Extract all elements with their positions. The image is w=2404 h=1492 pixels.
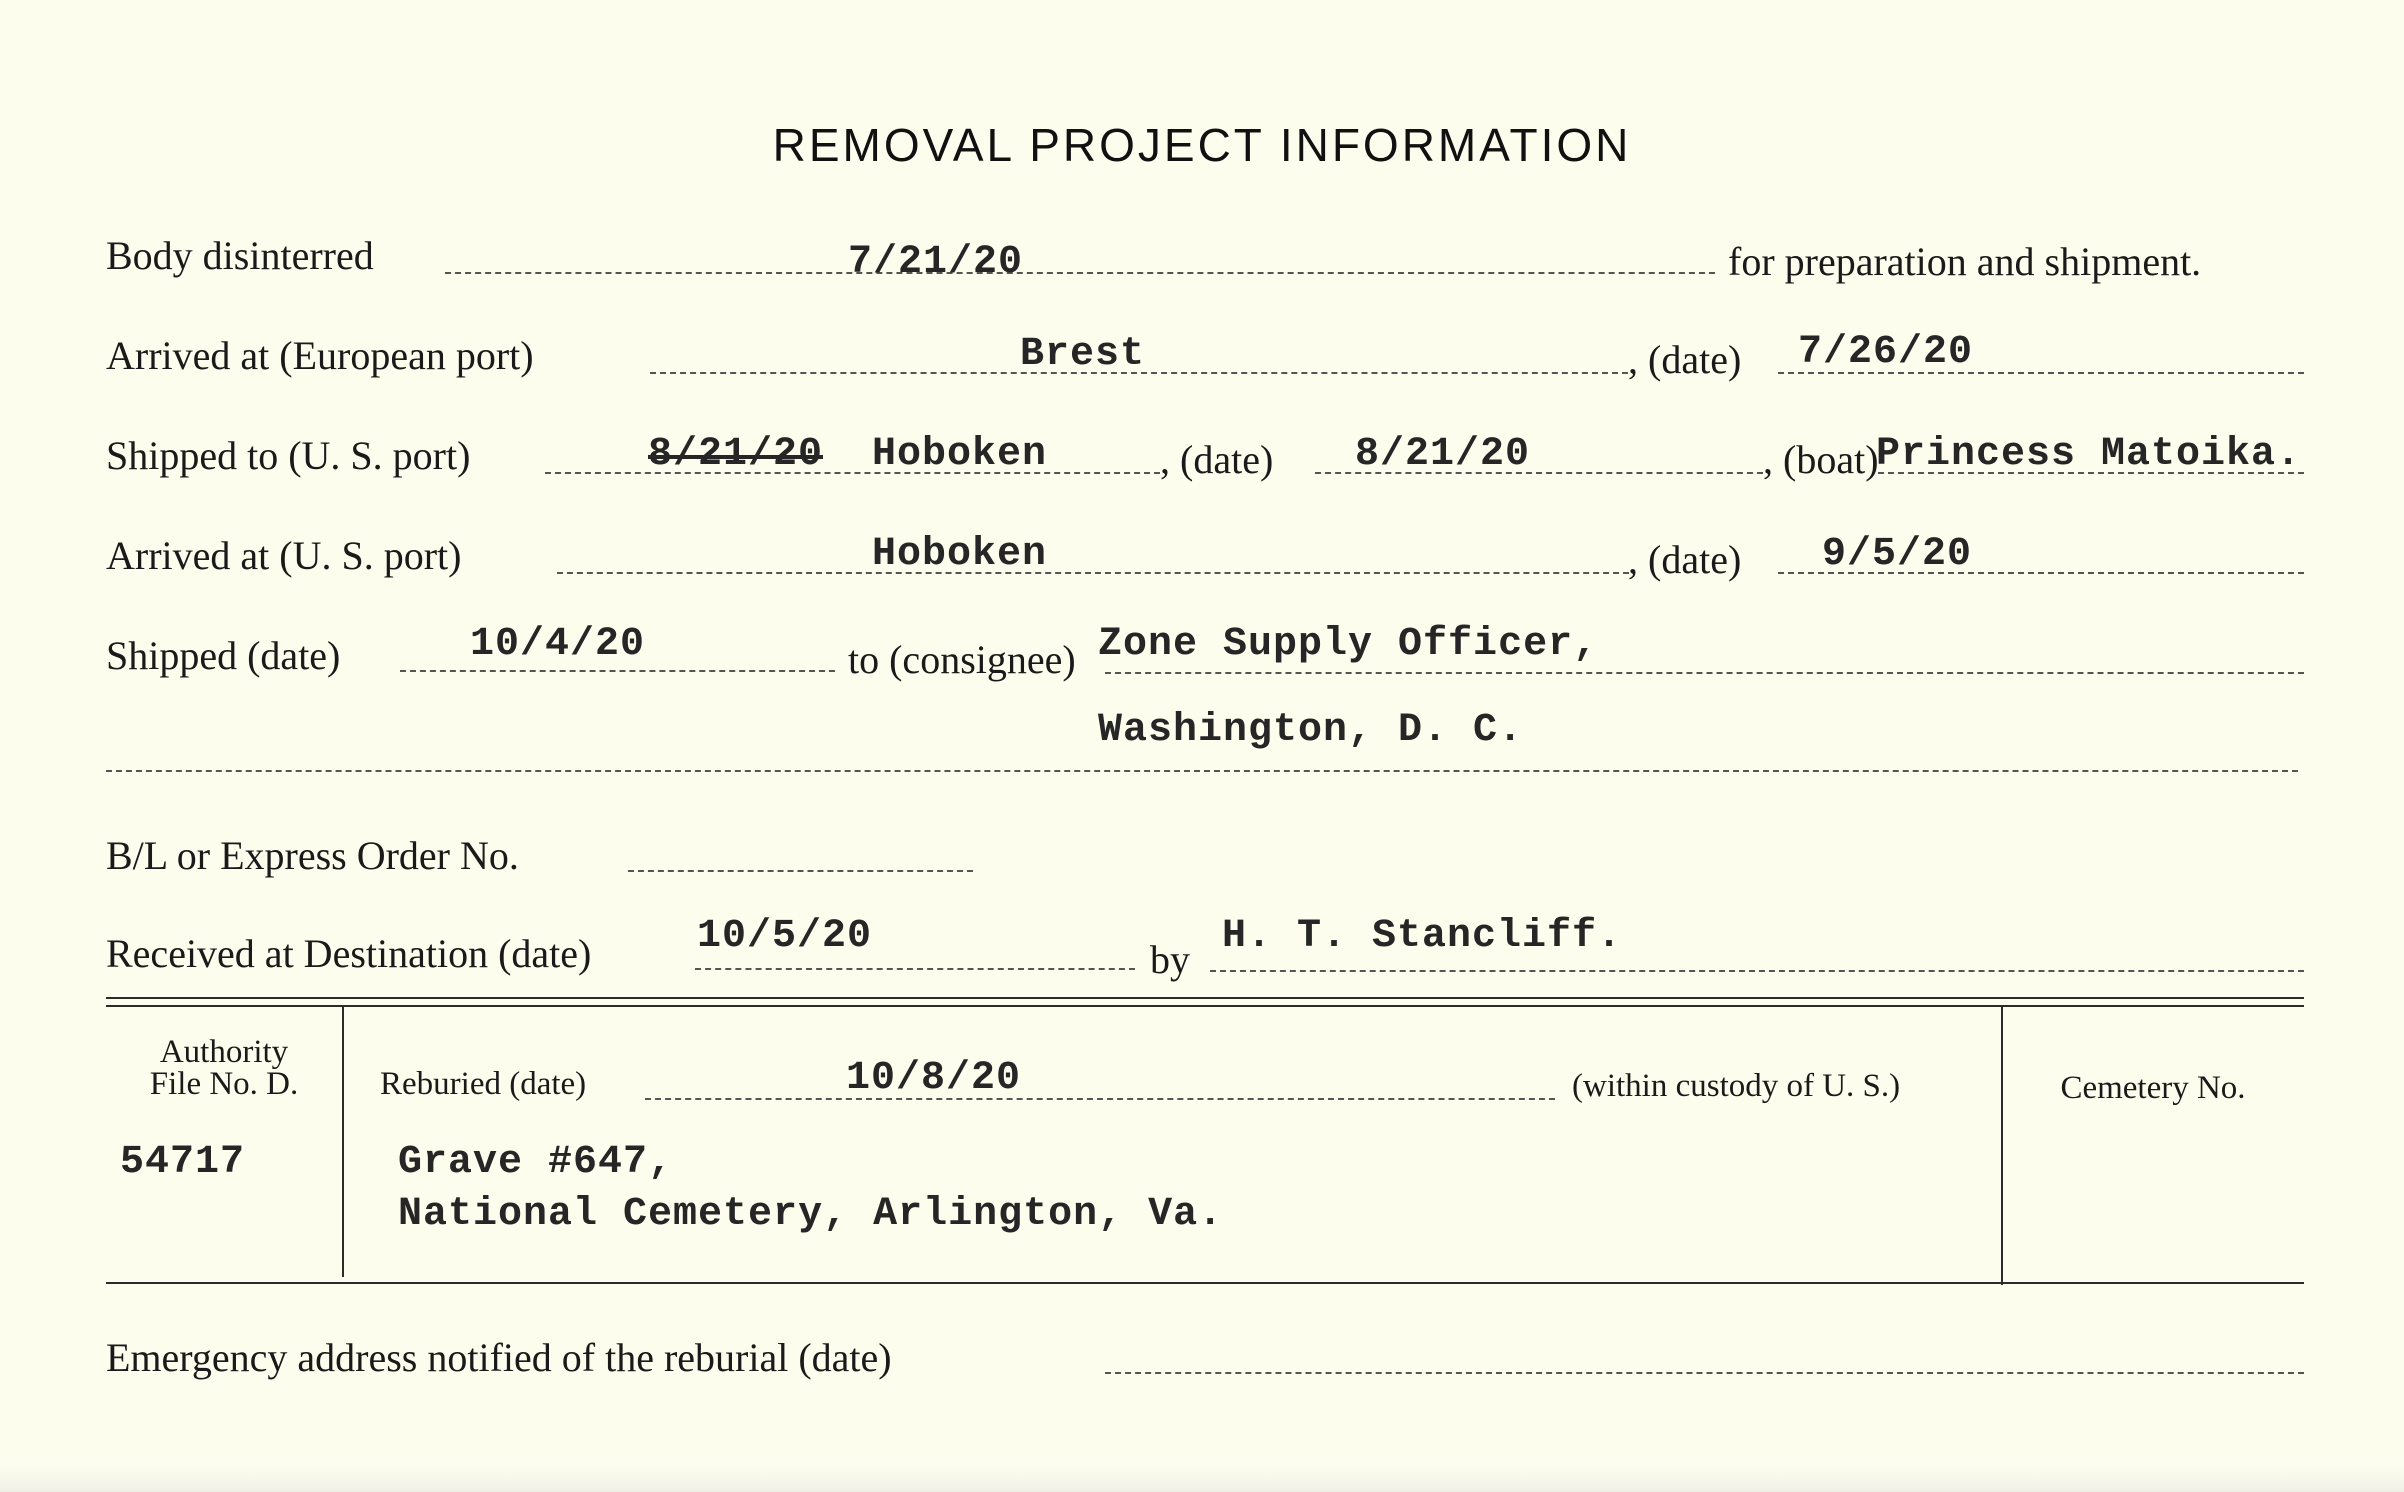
section-rule-top-1 [106, 997, 2304, 999]
shipped-us-boat-label: , (boat) [1763, 437, 1879, 482]
body-disinterred-label: Body disinterred [106, 233, 374, 278]
reburied-date: 10/8/20 [846, 1056, 1022, 1101]
received-label: Received at Destination (date) [106, 931, 592, 976]
grave-line-2: National Cemetery, Arlington, Va. [398, 1192, 1224, 1237]
arrived-us-port: Hoboken [872, 532, 1048, 577]
received-date-line [695, 968, 1135, 970]
received-by-label: by [1150, 937, 1190, 982]
shipped-us-boat: Princess Matoika. [1876, 432, 2302, 477]
authority-value: 54717 [120, 1140, 246, 1185]
arrived-us-label: Arrived at (U. S. port) [106, 533, 462, 578]
arrived-europe-date-label: , (date) [1628, 337, 1742, 382]
shipped-label: Shipped (date) [106, 633, 341, 678]
shipped-us-date: 8/21/20 [1355, 432, 1531, 477]
consignee-value-2: Washington, D. C. [1098, 708, 1524, 753]
arrived-us-date: 9/5/20 [1822, 532, 1973, 577]
consignee-value-1: Zone Supply Officer, [1098, 622, 1599, 667]
body-disinterred-value: 7/21/20 [848, 240, 1024, 285]
bl-label: B/L or Express Order No. [106, 833, 519, 878]
grave-line-1: Grave #647, [398, 1140, 674, 1185]
arrived-europe-date: 7/26/20 [1798, 330, 1974, 375]
shipped-us-port-line [545, 472, 1160, 474]
emergency-line [1105, 1372, 2304, 1374]
section-rule-top-2 [106, 1005, 2304, 1007]
shipped-us-struck: 8/21/20 [648, 432, 824, 477]
consignee-line-1 [1105, 672, 2304, 674]
cemetery-label: Cemetery No. [2060, 1070, 2246, 1106]
shipped-date-line [400, 670, 835, 672]
section-rule-bottom [106, 1282, 2304, 1284]
reburied-label: Reburied (date) [380, 1066, 587, 1102]
form-title: REMOVAL PROJECT INFORMATION [772, 119, 1632, 171]
shipped-us-label: Shipped to (U. S. port) [106, 433, 471, 478]
reburied-date-line [645, 1098, 1555, 1100]
bl-line [628, 870, 973, 872]
arrived-us-date-label: , (date) [1628, 537, 1742, 582]
section-divider-right [2001, 1007, 2003, 1285]
shipped-us-port: Hoboken [872, 432, 1048, 477]
body-disinterred-suffix: for preparation and shipment. [1728, 239, 2202, 284]
received-date: 10/5/20 [697, 914, 873, 959]
emergency-label: Emergency address notified of the reburial (date) [106, 1335, 892, 1380]
authority-label-line2: File No. D. [149, 1066, 299, 1102]
shipped-date: 10/4/20 [470, 622, 646, 667]
body-disinterred-line [445, 272, 1715, 274]
received-by-line [1210, 970, 2304, 972]
arrived-europe-port: Brest [1020, 332, 1146, 377]
arrived-us-port-line [557, 572, 1629, 574]
received-by: H. T. Stancliff. [1222, 914, 1623, 959]
consignee-label: to (consignee) [848, 637, 1076, 682]
authority-label-line1: Authority [159, 1034, 289, 1070]
custody-label: (within custody of U. S.) [1572, 1068, 1901, 1104]
arrived-europe-label: Arrived at (European port) [106, 333, 534, 378]
consignee-line-2 [106, 770, 2298, 772]
section-divider-left [342, 1007, 344, 1277]
shipped-us-date-label: , (date) [1160, 437, 1274, 482]
